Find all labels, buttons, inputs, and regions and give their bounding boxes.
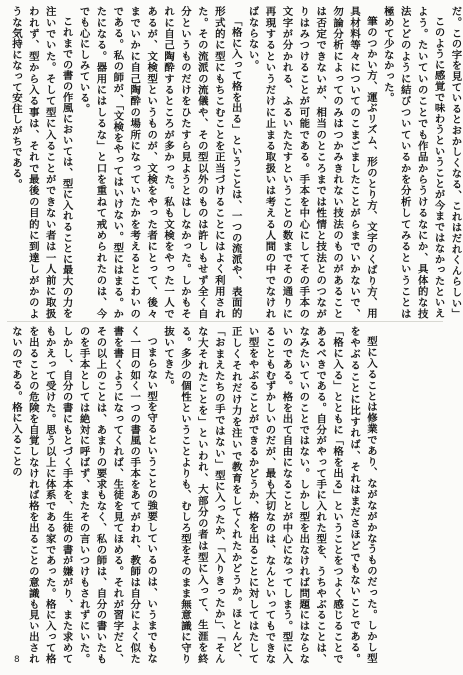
lower-text-column	[7, 326, 379, 664]
upper-text-block	[7, 6, 462, 320]
page-number: 8	[14, 655, 20, 665]
block-divider	[7, 321, 443, 322]
paragraph: これまでの書の作風においては、型に入れることに最大の力を注いでいた。そして型に入ることができない者は一人前に取扱われず、型から入る事は、それで最後の目的に到達しがかのような気持になって安住しがちである。	[9, 6, 73, 319]
paragraph: このように感覚で味わうということが今まではなかったといえよう。たいていのことでも作品からうけるなにか、具体的な技法とどのように結びついているかを分析してみるということは極めて少なかった。	[381, 6, 445, 319]
paragraph: 筆のつかい方、運ぶリズム、形のとり方、文字のくばり方、用具材料等々についてのこまごましたことがらまでいかないで、勿論分析によってのみはつかみきれない技法のものがあることは否定できないが、相当のところまでは性情と技法とのつながりはみつけることが可能である。手本を中心にしてその手本の文字が分かれる、ふるいたたすということの数までその通りに再現するというだけに止まる取扱いは考える人間の中でなければならない。	[246, 6, 377, 319]
paragraph: 「格に入って格を出る」ということは、一つの流派や、表面的形式的に型にもちこむことを正当づけることにはよく利用された。その流派の流儀や、その型以外のものは許しもせず全く自分というものだけをひたすら見ようとはしなかった。しかもそれに自己陶酔するところが多かった。私も文検をやった一人であるが、文検型というものが、文検をやった者にとって、後々までいかに自己陶酔の場所になっていたかを考えるとこわいのである。私の師が、「文検をやってはいけない。型にはまる。かたになる。器用にはしるな」と口を重ねて戒められたのは、今でも心にしみている。	[77, 6, 242, 319]
lower-text-block	[7, 326, 443, 664]
paragraph: 型に入ることは修業であり、ながながかなうものだった。しかし型をやぶることに比すれば、それはまださほどでもないことである。「格に入る」とともに「格を出る」ということをつよく感じることであるべきである。自分がやって手に入れた型を、うちやぶることは、なみたいていのことではない。しかし型を出なければ問題にはならないのである。格を出て自由になることが中心になってしまう。型に入ることもむずかしいのだが、最も大切なのは、なんといってもできない型をやぶることができるかどうか、格を出ることに対してはたして正しくそれだけ力を注いで教育をしてくれたかどうか。ほとんど、「おまえたちの手ではない」型に入ったか、「入りきったか」、「そんな大それたことを」といわれ、大部分の者は型に入って、生涯を終る。多少の個性ということよりも、むしろ型をそのまま無意識に守り抜いてきた。	[162, 326, 377, 664]
upper-text-column	[7, 6, 463, 319]
paragraph: つまらない型を守るということの強要しているのは、いうまでもなく一日の如く一つの書風の手本をあてがわれ、教師は自分によく似た書を書くようになってくれば、生徒を見てほめる。それが習字だと、その以上のことは、あまりの要求もなく、私の師は、自分の書いたものを手本としては絶対に呼ばず、またその言いつけもされずにいた。しかし、自分の書にもとづく手本を、生徒の書が嫌がり、また求めてもかえって受けた。思う以上に体系である家であった。格に入って格を出ることの危険を自覚しなければ格を出ることの意識も見い出されないのである。格に入ることの	[9, 326, 158, 664]
paragraph: だ。この字を見ているとおかしくなる、これはだれくんらしい」	[449, 6, 462, 320]
